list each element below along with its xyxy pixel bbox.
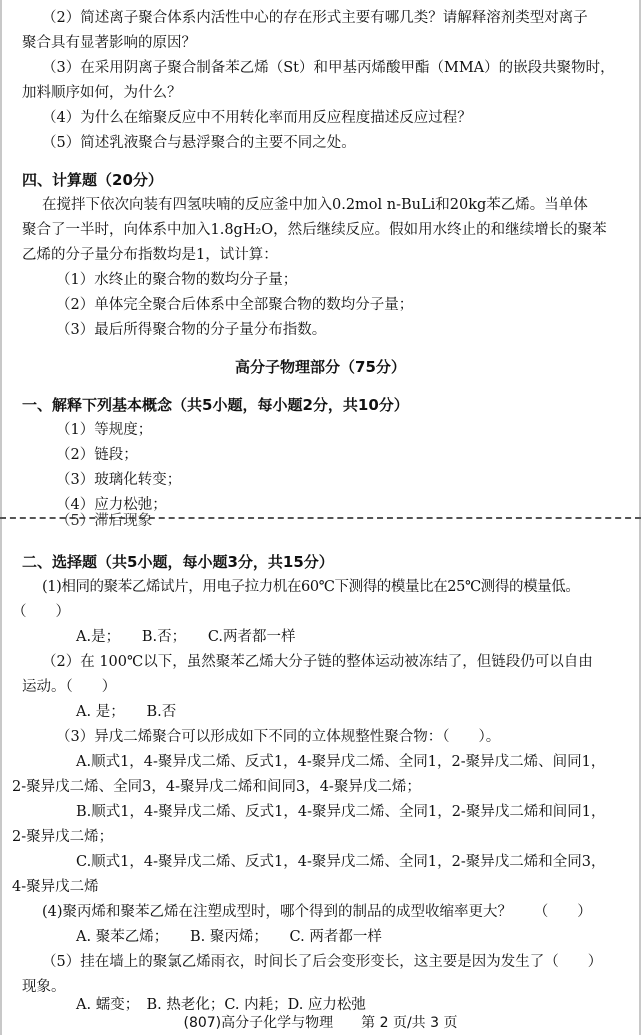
calc-line2: 聚合了一半时，向体系中加入1.8gH₂O，然后继续反应。假如用水终止的和继续增长的聚苯 — [22, 222, 607, 238]
choice4-options: A. 聚苯乙烯； B. 聚丙烯； C. 两者都一样 — [76, 929, 382, 945]
choice2-line1: （2）在 100℃以下，虽然聚苯乙烯大分子链的整体运动被冻结了，但链段仍可以自由 — [42, 654, 593, 670]
section-choice-heading: 二、选择题（共5小题，每小题3分，共15分） — [22, 553, 334, 571]
concept-3: （3）玻璃化转变； — [56, 472, 182, 488]
q2-line2: 聚合具有显著影响的原因？ — [22, 35, 196, 51]
choice5-options: A. 蠕变； B. 热老化；C. 内耗；D. 应力松弛 — [76, 997, 366, 1013]
choice4-question: (4)聚丙烯和聚苯乙烯在注塑成型时，哪个得到的制品的成型收缩率更大？ （ ） — [42, 904, 592, 920]
choice1-line2: （ ） — [12, 604, 70, 620]
concept-5: （5）滞后现象 — [56, 513, 153, 529]
page-footer: (807)高分子化学与物理 第 2 页/共 3 页 — [183, 1015, 458, 1031]
concept-2: （2）链段； — [56, 447, 138, 463]
part-title: 高分子物理部分（75分） — [235, 358, 406, 376]
choice5-line1: （5）挂在墙上的聚氯乙烯雨衣，时间长了后会变形变长，这主要是因为发生了（ ） — [42, 954, 603, 970]
choice2-options: A. 是； B.否 — [76, 704, 177, 720]
calc-line1: 在搅拌下依次向装有四氢呋喃的反应釜中加入0.2mol n-BuLi和20kg苯乙烯。当单体 — [42, 197, 588, 213]
choice3-option-c-line2: 4-聚异戊二烯 — [12, 879, 99, 895]
q3-line2: 加料顺序如何，为什么？ — [22, 85, 182, 101]
choice3-option-b-line1: B.顺式1，4-聚异戊二烯、反式1，4-聚异戊二烯、全同1，2-聚异戊二烯和间同1， — [76, 804, 606, 820]
choice3-option-a-line1: A.顺式1，4-聚异戊二烯、反式1，4-聚异戊二烯、全同1，2-聚异戊二烯、间同1， — [76, 754, 606, 770]
choice5-line2: 现象。 — [22, 979, 66, 995]
section-concepts-heading: 一、解释下列基本概念（共5小题，每小题2分，共10分） — [22, 396, 409, 414]
choice3-option-b-line2: 2-聚异戊二烯； — [12, 829, 114, 845]
calc-item2: （2）单体完全聚合后体系中全部聚合物的数均分子量； — [56, 297, 414, 313]
q2-line1: （2）简述离子聚合体系内活性中心的存在形式主要有哪几类？请解释溶剂类型对离子 — [42, 10, 588, 26]
choice3-question: （3）异戊二烯聚合可以形成如下不同的立体规整性聚合物：（ ）。 — [56, 729, 501, 745]
calc-item1: （1）水终止的聚合物的数均分子量； — [56, 272, 298, 288]
calc-line3: 乙烯的分子量分布指数均是1，试计算： — [22, 247, 278, 263]
choice1-options: A.是； B.否； C.两者都一样 — [76, 629, 296, 645]
q4-line: （4）为什么在缩聚反应中不用转化率而用反应程度描述反应过程？ — [42, 110, 472, 126]
choice3-option-c-line1: C.顺式1，4-聚异戊二烯、反式1，4-聚异戊二烯、全同1，2-聚异戊二烯和全同3， — [76, 854, 606, 870]
section-calc-heading: 四、计算题（20分） — [22, 171, 163, 189]
q5-line: （5）简述乳液聚合与悬浮聚合的主要不同之处。 — [42, 135, 356, 151]
q3-line1: （3）在采用阴离子聚合制备苯乙烯（St）和甲基丙烯酸甲酯（MMA）的嵌段共聚物时， — [42, 60, 615, 76]
choice3-option-a-line2: 2-聚异戊二烯、全同3，4-聚异戊二烯和间同3，4-聚异戊二烯； — [12, 779, 421, 795]
concept-4: （4）应力松弛； — [56, 497, 167, 513]
choice1-line1: (1)相同的聚苯乙烯试片，用电子拉力机在60℃下测得的模量比在25℃测得的模量低。 — [42, 579, 580, 595]
calc-item3: （3）最后所得聚合物的分子量分布指数。 — [56, 322, 327, 338]
choice2-line2: 运动。（ ） — [22, 679, 117, 695]
concept-1: （1）等规度； — [56, 422, 153, 438]
